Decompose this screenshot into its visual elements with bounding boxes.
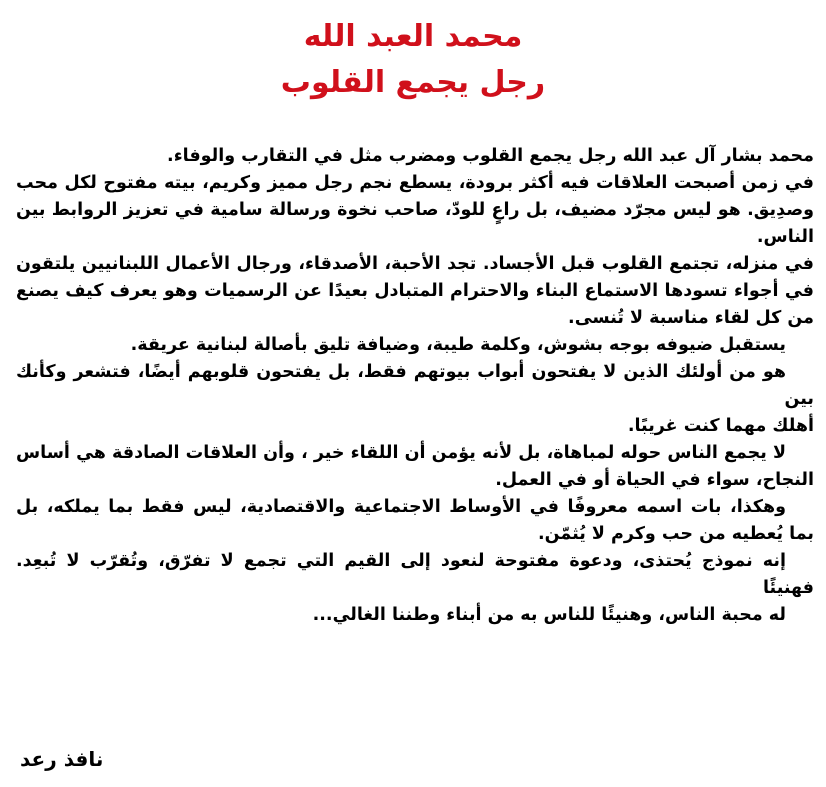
paragraph-9: إنه نموذج يُحتذى، ودعوة مفتوحة لنعود إلى القيم التي تجمع لا تفرّق، وتُقرّب لا تُبعِد. فهنيئًا — [16, 551, 814, 598]
article-header — [0, 14, 826, 106]
article-subtitle: رجل يجمع القلوب — [280, 65, 546, 100]
article-body — [16, 143, 814, 629]
author-signature: نافذ رعد — [20, 747, 104, 771]
paragraph-10: له محبة الناس، وهنيئًا للناس به من أبناء وطننا الغالي... — [312, 605, 786, 625]
paragraph-7: لا يجمع الناس حوله لمباهاة، بل لأنه يؤمن أن اللقاء خير ، وأن العلاقات الصادقة هي أساس النجاح، سواء في الحياة أو في العمل. — [16, 443, 814, 490]
paragraph-4: يستقبل ضيوفه بوجه بشوش، وكلمة طيبة، وضيافة تليق بأصالة لبنانية عريقة. — [130, 335, 786, 355]
paragraph-3: في منزله، تجتمع القلوب قبل الأجساد. تجد الأحبة، الأصدقاء، ورجال الأعمال اللبنانيين يلتقون في أجواء تسودها الاستماع البناء والاحترام المتبادل بعيدًا عن الرسميات وهو يعرف كيف يصنع من كل لقاء مناسبة لا تُنسى. — [16, 254, 814, 328]
article-title: محمد العبد الله — [303, 19, 523, 54]
paragraph-2: في زمن أصبحت العلاقات فيه أكثر برودة، يسطع نجم رجل مميز وكريم، بيته مفتوح لكل محب وصدِيق. هو ليس مجرّد مضيف، بل راعٍ للودّ، صاحب نخوة ورسالة سامية في تعزيز الروابط بين الناس. — [16, 173, 814, 247]
paragraph-6: أهلك مهما كنت غريبًا. — [627, 416, 814, 436]
paragraph-8: وهكذا، بات اسمه معروفًا في الأوساط الاجتماعية والاقتصادية، ليس فقط بما يملكه، بل بما يُعطيه من حب وكرم لا يُثمّن. — [16, 497, 814, 544]
paragraph-5: هو من أولئك الذين لا يفتحون أبواب بيوتهم فقط، بل يفتحون قلوبهم أيضًا، فتشعر وكأنك بين — [16, 362, 814, 409]
paragraph-1: محمد بشار آل عبد الله رجل يجمع القلوب ومضرب مثل في التقارب والوفاء. — [167, 146, 814, 166]
